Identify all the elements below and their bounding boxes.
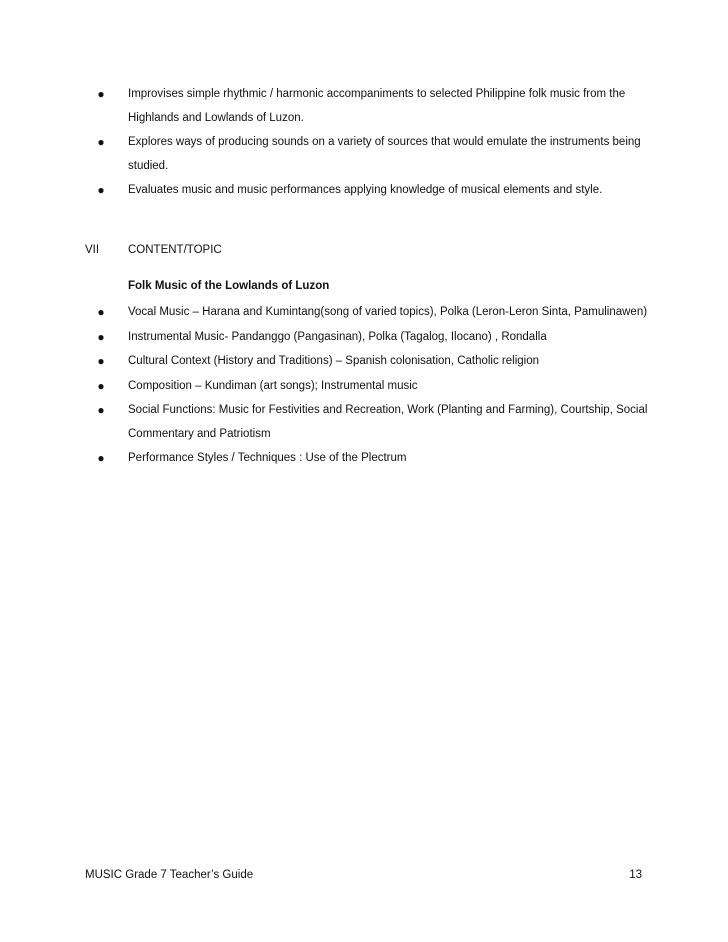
bullet-icon: ● [97, 329, 105, 344]
bullet-icon: ● [97, 135, 105, 149]
section-number: VII [85, 244, 100, 256]
section-title: CONTENT/TOPIC [128, 244, 222, 256]
list-item-text: Performance Styles / Techniques : Use of the Plectrum [128, 452, 407, 464]
list-item-text: Instrumental Music- Pandanggo (Pangasinan), Polka (Tagalog, Ilocano) , Rondalla [128, 330, 547, 343]
page-number: 13 [629, 869, 642, 881]
bullet-icon: ● [97, 87, 105, 101]
bullet-icon: ● [97, 183, 105, 197]
list-item-text: Improvises simple rhythmic / harmonic accompaniments to selected Philippine folk music from the Highlands and Lowlands of Luzon. [128, 88, 626, 124]
list-item [0, 326, 728, 350]
bullet-icon: ● [97, 378, 105, 393]
list-item [0, 447, 728, 471]
list-item [0, 399, 728, 446]
list-item-text: Cultural Context (History and Traditions) – Spanish colonisation, Catholic religion [128, 355, 540, 367]
list-item [0, 131, 728, 178]
list-item-text: Vocal Music – Harana and Kumintang(song of varied topics), Polka (Leron-Leron Sinta, Pamulinawen) [128, 306, 648, 318]
bullet-icon: ● [97, 305, 105, 319]
list-item [0, 375, 728, 399]
bullet-icon: ● [97, 451, 105, 465]
list-item-text: Explores ways of producing sounds on a variety of sources that would emulate the instruments being studied. [128, 136, 641, 172]
list-item-text: Social Functions: Music for Festivities and Recreation, Work (Planting and Farming), Courtship, Social Commentary and Patriotism [128, 404, 648, 440]
objectives-list [0, 83, 728, 204]
topic-subheading: Folk Music of the Lowlands of Luzon [128, 280, 330, 292]
footer-title: MUSIC Grade 7 Teacher’s Guide [85, 869, 254, 881]
list-item [0, 301, 728, 325]
list-item [0, 350, 728, 374]
list-item-text: Composition – Kundiman (art songs); Instrumental music [128, 379, 418, 392]
list-item [0, 179, 728, 203]
bullet-icon: ● [97, 403, 105, 417]
list-item [0, 83, 728, 130]
list-item-text: Evaluates music and music performances applying knowledge of musical elements and style. [128, 184, 603, 196]
topics-list [0, 301, 728, 472]
bullet-icon: ● [97, 354, 105, 368]
